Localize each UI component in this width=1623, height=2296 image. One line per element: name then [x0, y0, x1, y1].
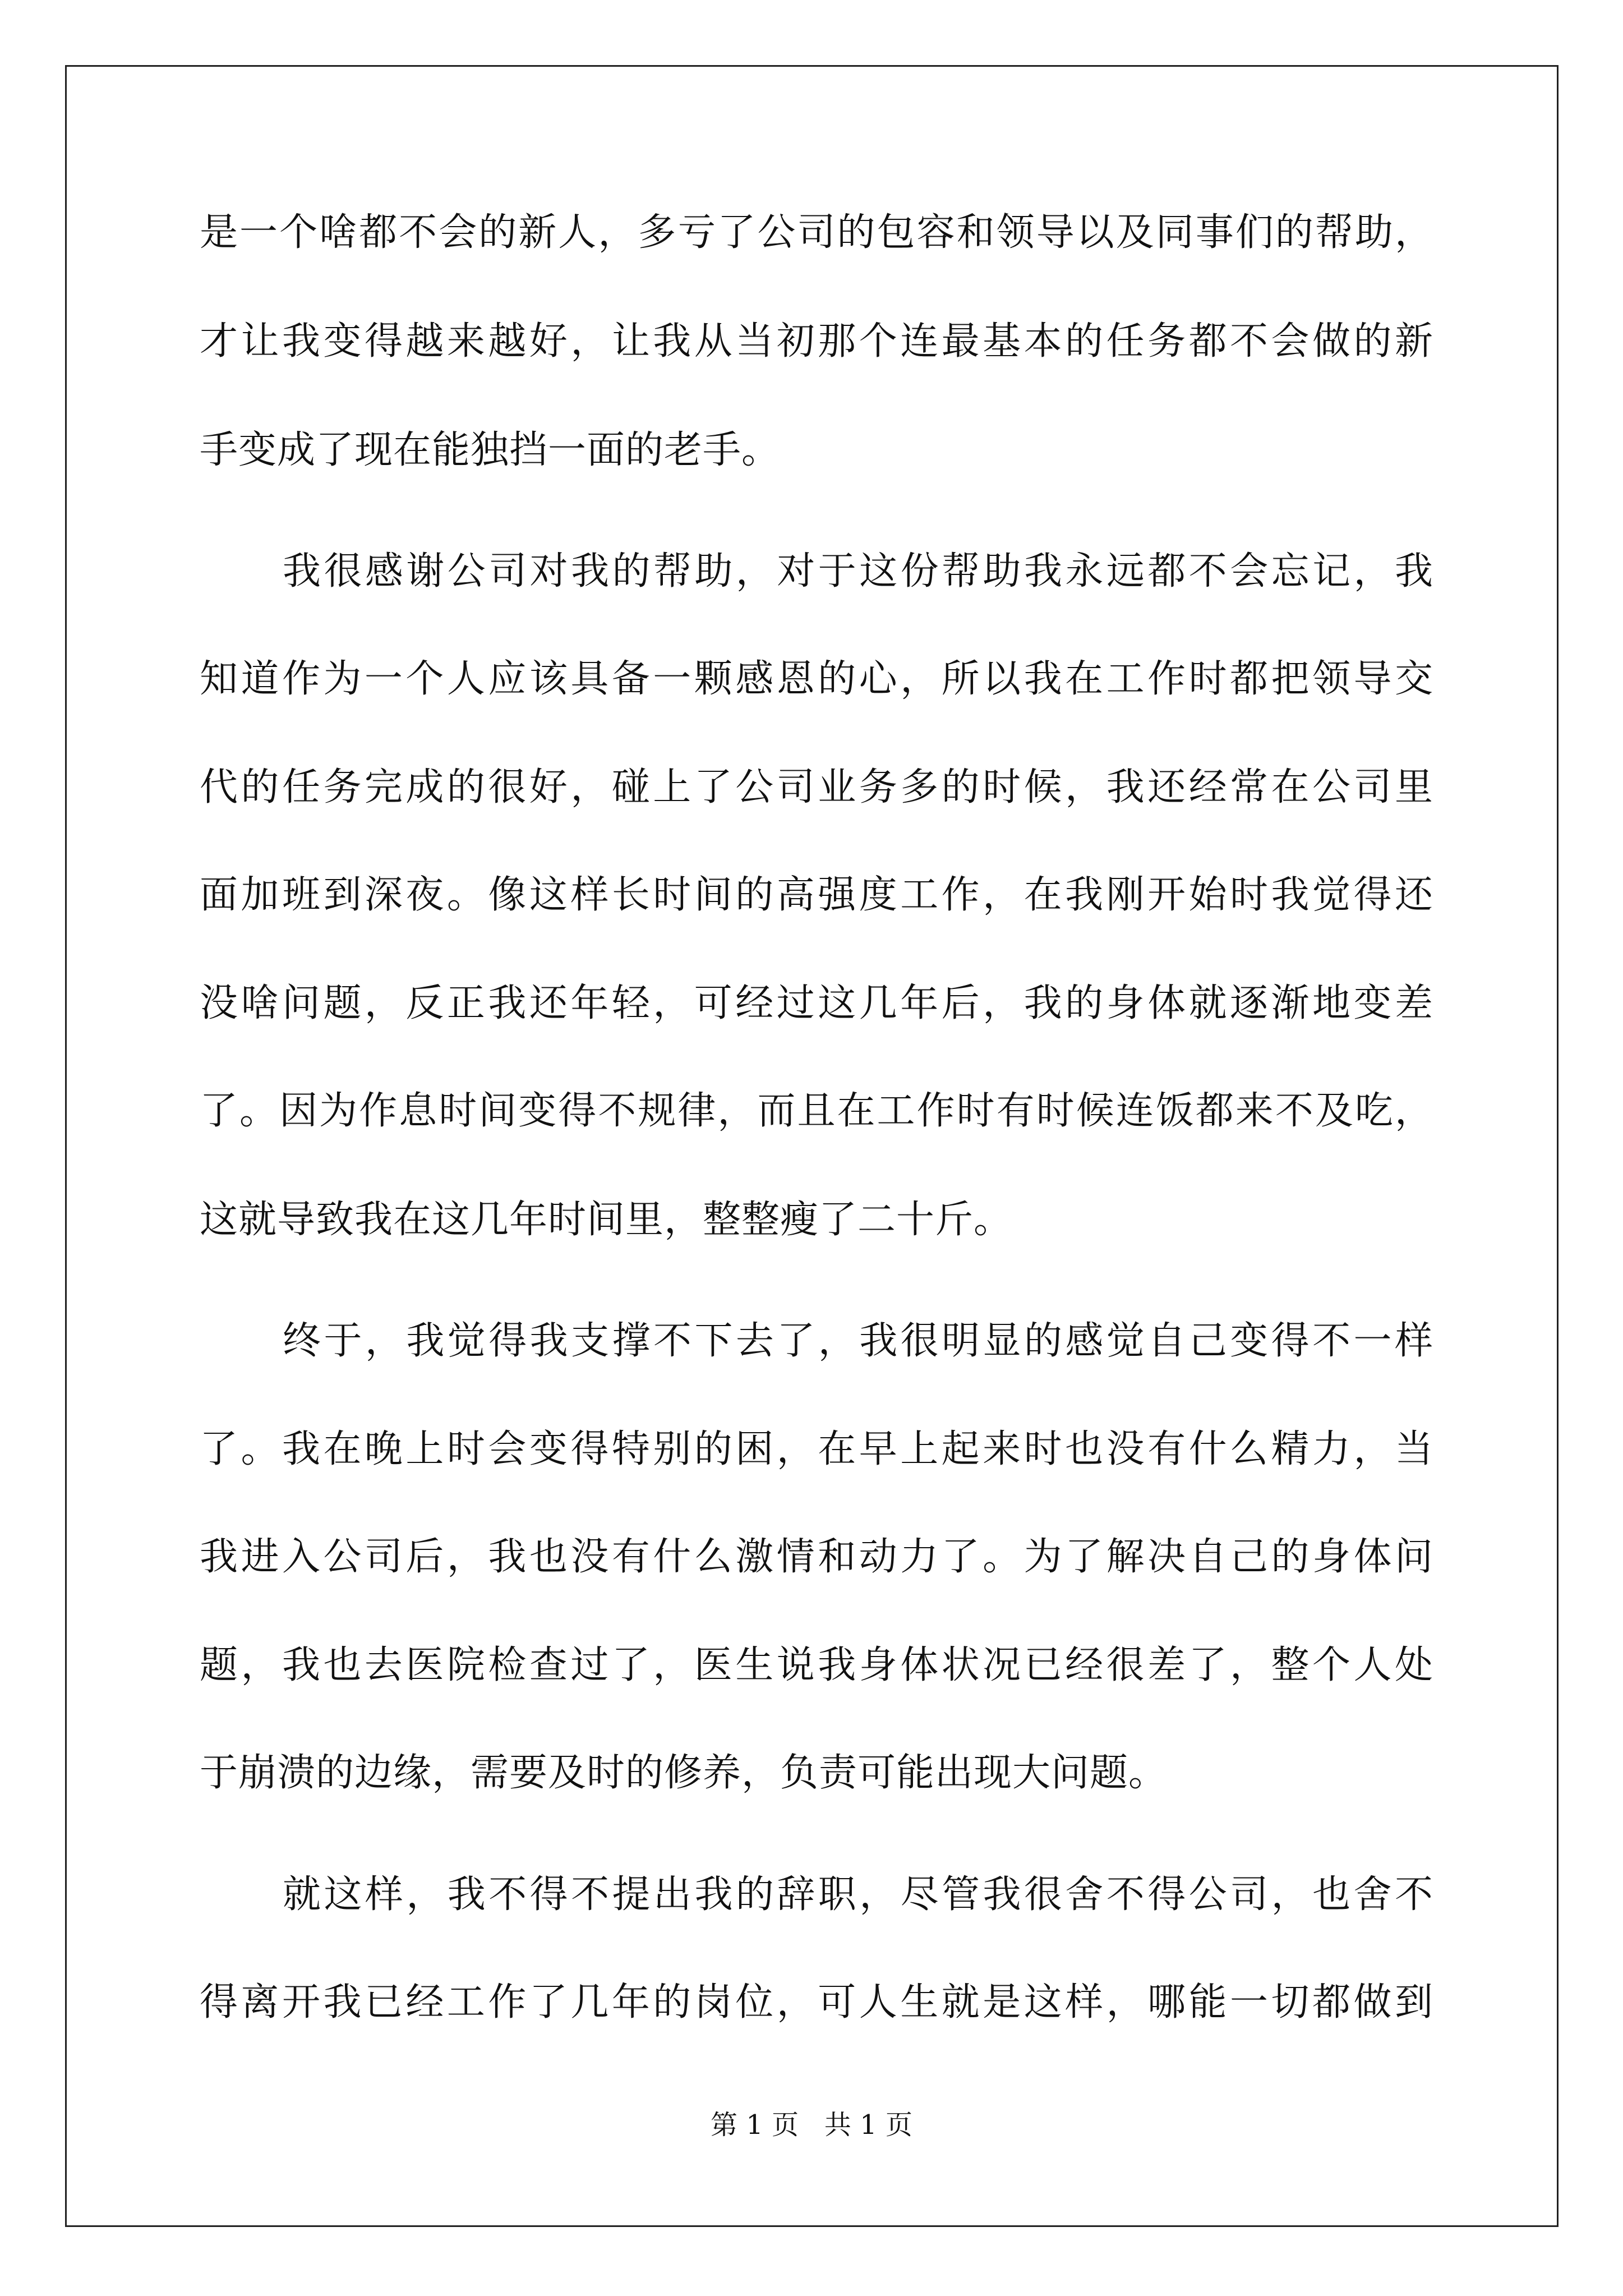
page-number: 第 1 页: [711, 2109, 799, 2141]
text-line: 这就导致我在这几年时间里，整整瘦了二十斤。: [200, 1198, 1013, 1242]
text-line: 我进入公司后，我也没有什么激情和动力了。为了解决自己的身体问: [200, 1535, 1433, 1579]
text-line: 代的任务完成的很好，碰上了公司业务多的时候，我还经常在公司里: [200, 765, 1433, 809]
page-total: 共 1 页: [824, 2109, 912, 2141]
text-line: 手变成了现在能独挡一面的老手。: [200, 428, 781, 472]
text-line: 终于，我觉得我支撑不下去了，我很明显的感觉自己变得不一样: [283, 1319, 1433, 1363]
text-line: 就这样，我不得不提出我的辞职，尽管我很舍不得公司，也舍不: [283, 1872, 1433, 1917]
text-line: 知道作为一个人应该具备一颗感恩的心，所以我在工作时都把领导交: [200, 657, 1433, 701]
text-line: 了。因为作息时间变得不规律，而且在工作时有时候连饭都来不及吃，: [200, 1089, 1433, 1133]
text-line: 题，我也去医院检查过了，医生说我身体状况已经很差了，整个人处: [200, 1643, 1433, 1687]
text-line: 于崩溃的边缘，需要及时的修养，负责可能出现大问题。: [200, 1751, 1168, 1795]
text-line: 我很感谢公司对我的帮助，对于这份帮助我永远都不会忘记，我: [283, 549, 1433, 593]
text-line: 才让我变得越来越好，让我从当初那个连最基本的任务都不会做的新: [200, 319, 1433, 364]
text-line: 了。我在晚上时会变得特别的困，在早上起来时也没有什么精力，当: [200, 1427, 1433, 1471]
text-line: 是一个啥都不会的新人，多亏了公司的包容和领导以及同事们的帮助，: [200, 210, 1433, 255]
text-line: 得离开我已经工作了几年的岗位，可人生就是这样，哪能一切都做到: [200, 1980, 1433, 2024]
text-line: 面加班到深夜。像这样长时间的高强度工作，在我刚开始时我觉得还: [200, 873, 1433, 917]
text-line: 没啥问题，反正我还年轻，可经过这几年后，我的身体就逐渐地变差: [200, 981, 1433, 1025]
page-footer: [0, 2108, 1623, 2142]
